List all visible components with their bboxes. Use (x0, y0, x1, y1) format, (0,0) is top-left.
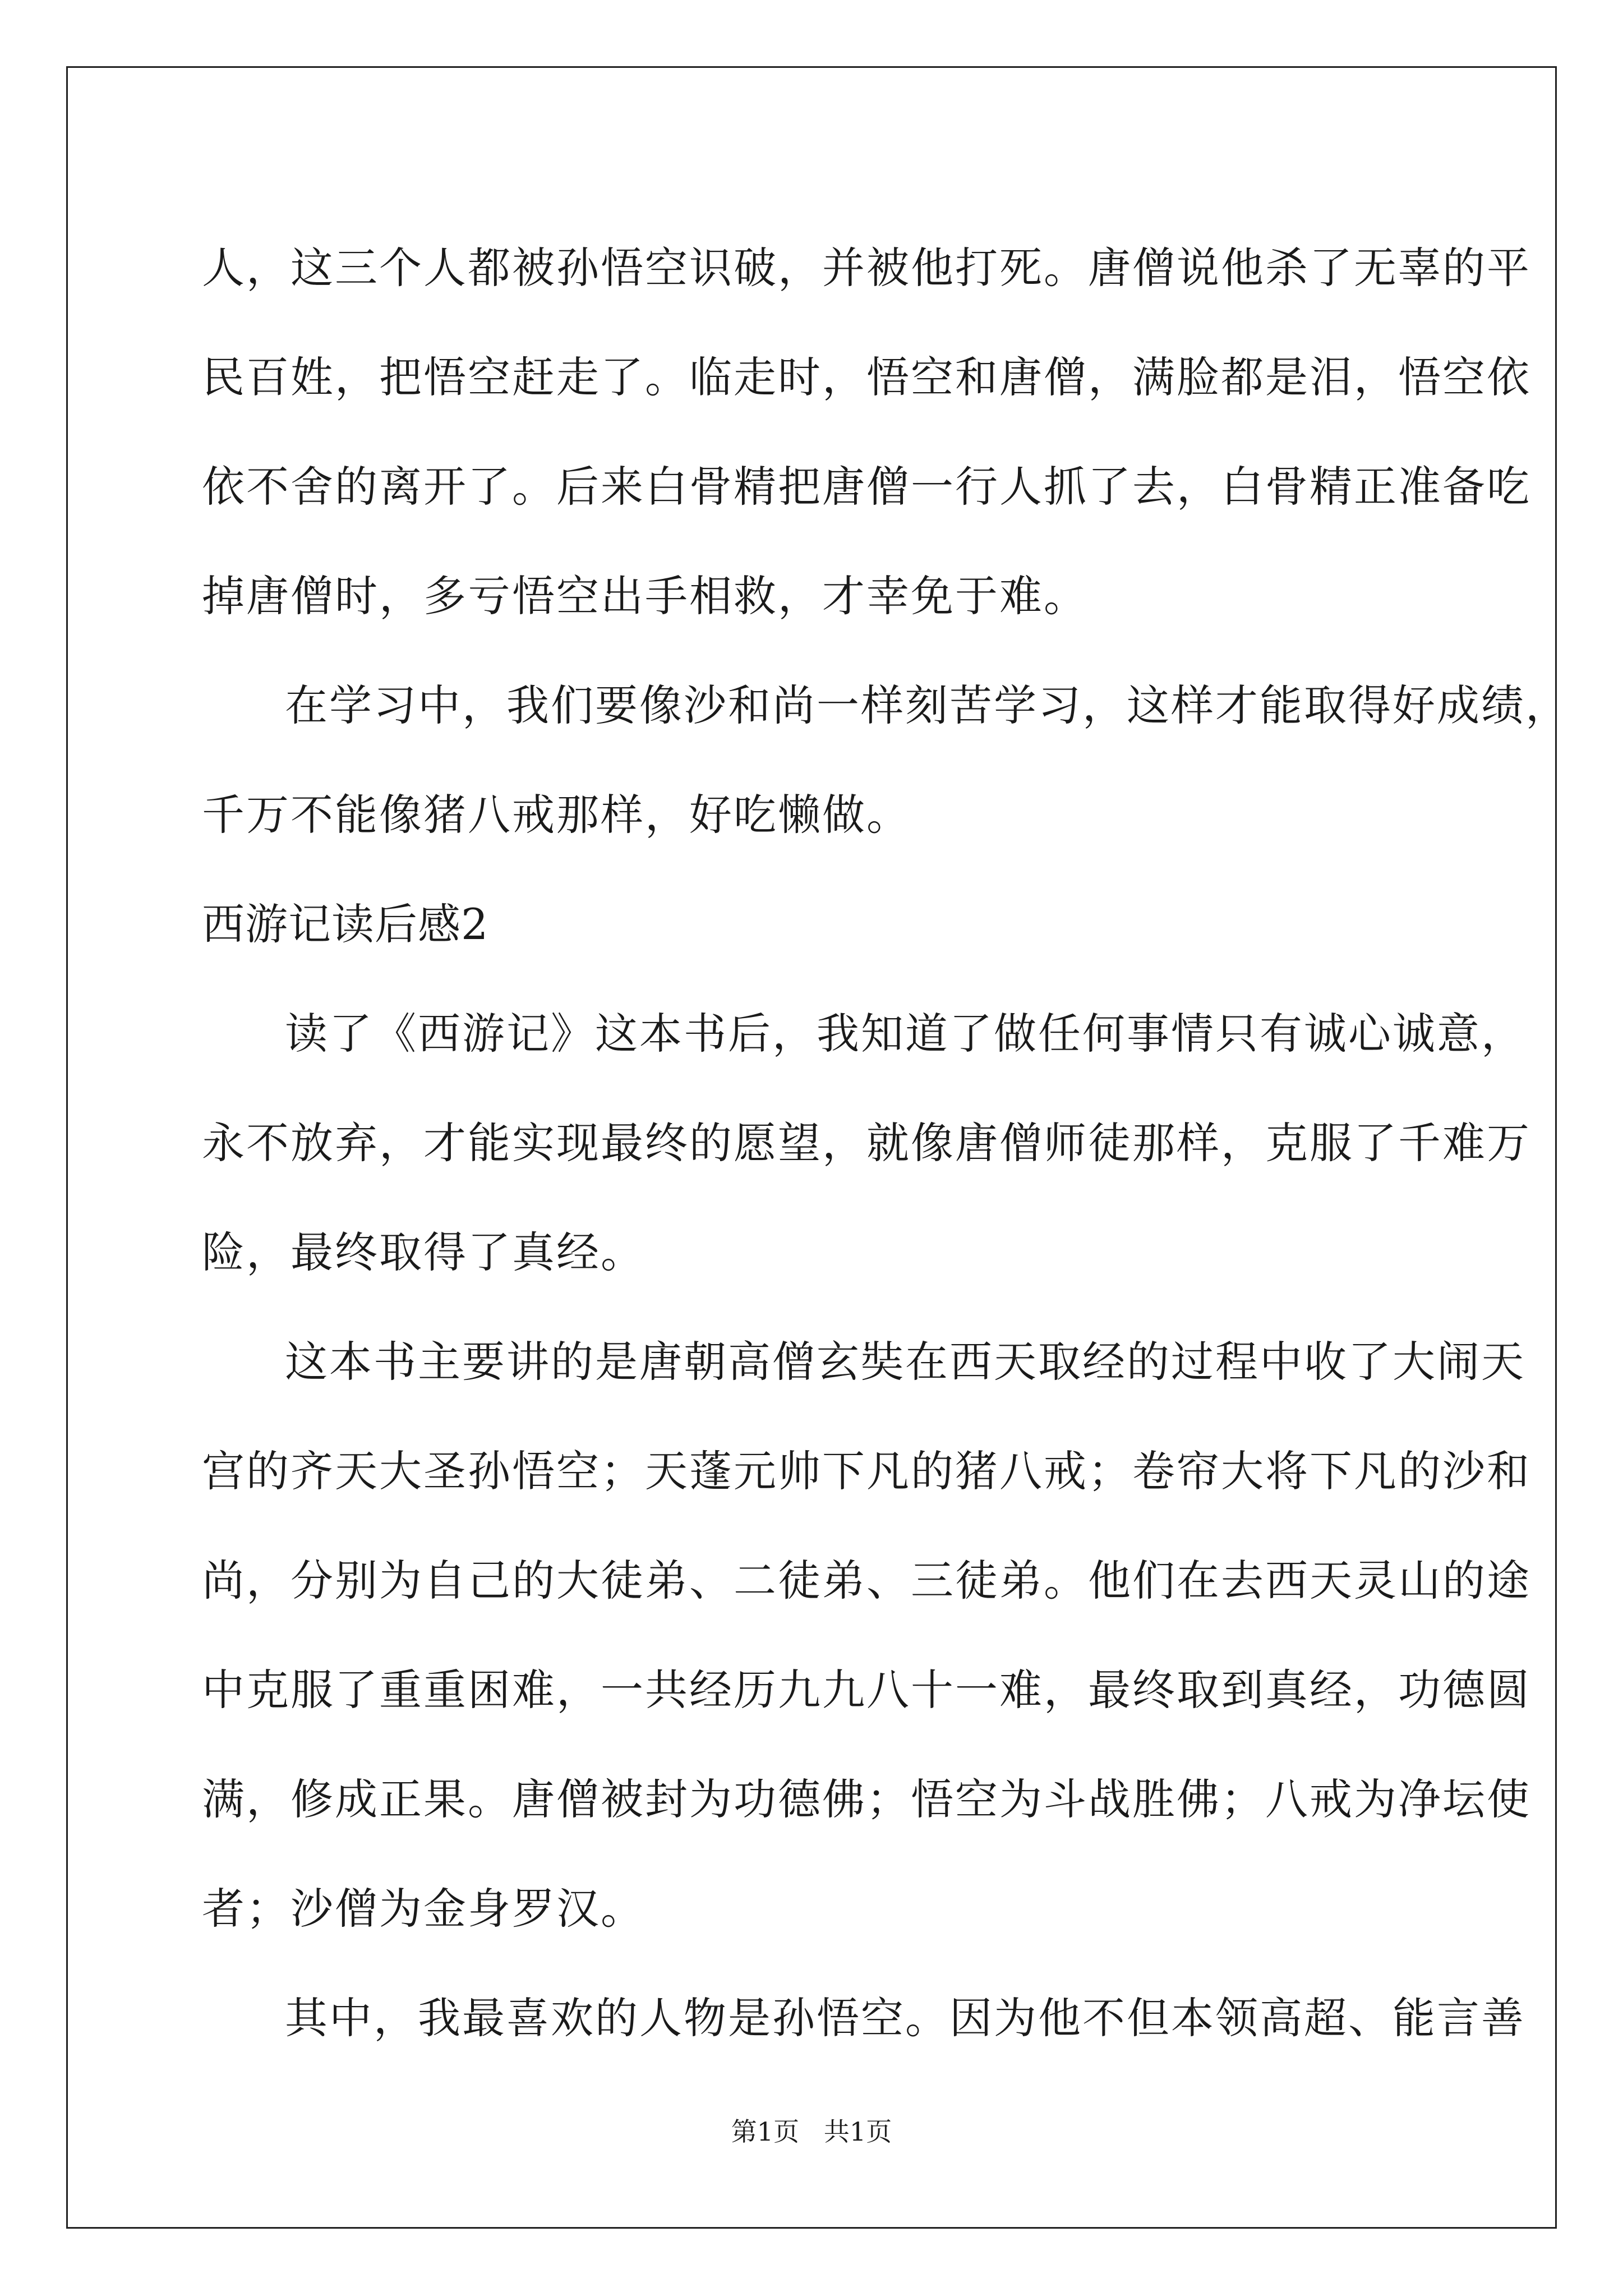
text-line: 人，这三个人都被孙悟空识破，并被他打死。唐僧说他杀了无辜的平 (202, 243, 1531, 293)
page-footer: 第1页 共1页 (731, 2116, 892, 2147)
text-line: 满，修成正果。唐僧被封为功德佛；悟空为斗战胜佛；八戒为净坛使 (202, 1774, 1531, 1824)
text-line: 在学习中，我们要像沙和尚一样刻苦学习，这样才能取得好成绩， (285, 680, 1570, 730)
heading-text: 西游记读后感2 (202, 899, 489, 949)
text-line: 依不舍的离开了。后来白骨精把唐僧一行人抓了去，白骨精正准备吃 (202, 462, 1531, 512)
paragraph (202, 1963, 1525, 2073)
text-line: 其中，我最喜欢的人物是孙悟空。因为他不但本领高超、能言善 (285, 1993, 1525, 2043)
text-line: 千万不能像猪八戒那样，好吃懒做。 (202, 790, 911, 840)
text-line: 中克服了重重困难，一共经历九九八十一难，最终取到真经，功德圆 (202, 1665, 1531, 1715)
paragraph (202, 213, 1531, 651)
text-line: 民百姓，把悟空赶走了。临走时，悟空和唐僧，满脸都是泪，悟空依 (202, 352, 1531, 402)
text-line: 尚，分别为自己的大徒弟、二徒弟、三徒弟。他们在去西天灵山的途 (202, 1556, 1531, 1605)
text-line: 者；沙僧为金身罗汉。 (202, 1884, 645, 1934)
paragraph (202, 979, 1531, 1307)
text-line: 永不放弃，才能实现最终的愿望，就像唐僧师徒那样，克服了千难万 (202, 1118, 1531, 1168)
text-line: 这本书主要讲的是唐朝高僧玄奘在西天取经的过程中收了大闹天 (285, 1337, 1525, 1387)
text-line: 险，最终取得了真经。 (202, 1227, 645, 1277)
text-line: 掉唐僧时，多亏悟空出手相救，才幸免于难。 (202, 571, 1088, 621)
text-line: 读了《西游记》这本书后，我知道了做任何事情只有诚心诚意， (285, 1009, 1525, 1059)
paragraph (202, 651, 1570, 869)
document-body (202, 213, 1570, 2073)
text-line: 宫的齐天大圣孙悟空；天蓬元帅下凡的猪八戒；卷帘大将下凡的沙和 (202, 1446, 1531, 1496)
paragraph (202, 1307, 1531, 1963)
section-heading (202, 869, 1424, 979)
